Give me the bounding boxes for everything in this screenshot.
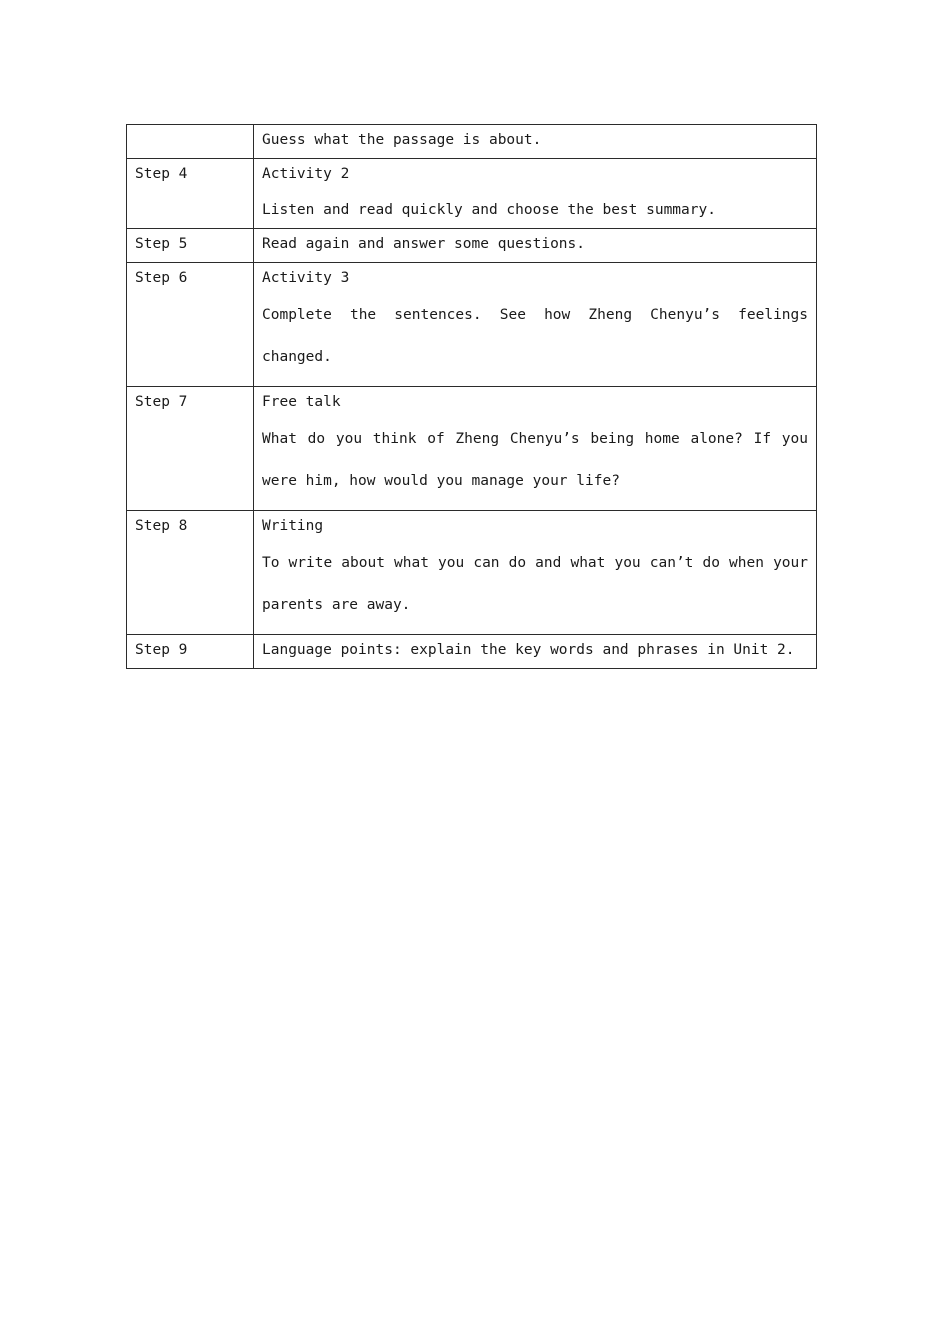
activity-title: Activity 3	[262, 270, 350, 286]
activity-cell	[254, 263, 817, 387]
activity-text: What do you think of Zheng Chenyu’s being home alone? If you were him, how would you manage your life?	[262, 431, 808, 489]
table-row	[127, 263, 817, 387]
table-row	[127, 511, 817, 635]
step-cell	[127, 263, 254, 387]
activity-cell	[254, 511, 817, 635]
activity-cell	[254, 159, 817, 229]
activity-text: Listen and read quickly and choose the best summary.	[262, 202, 716, 218]
table-row	[127, 387, 817, 511]
lesson-steps-table	[126, 124, 817, 669]
table-row	[127, 229, 817, 263]
step-cell	[127, 229, 254, 263]
step-cell	[127, 125, 254, 159]
step-label: Step 4	[135, 166, 188, 182]
activity-cell	[254, 387, 817, 511]
step-label: Step 6	[135, 270, 188, 286]
activity-title: Activity 2	[262, 166, 350, 182]
step-cell	[127, 635, 254, 669]
step-label: Step 7	[135, 394, 188, 410]
step-cell	[127, 387, 254, 511]
step-cell	[127, 159, 254, 229]
activity-text: Language points: explain the key words and phrases in Unit 2.	[262, 642, 795, 658]
step-label: Step 5	[135, 236, 188, 252]
table-row	[127, 159, 817, 229]
activity-cell	[254, 125, 817, 159]
table-row	[127, 125, 817, 159]
step-cell	[127, 511, 254, 635]
step-label: Step 8	[135, 518, 188, 534]
activity-title: Writing	[262, 518, 324, 534]
activity-cell	[254, 229, 817, 263]
step-label: Step 9	[135, 642, 188, 658]
activity-text: Guess what the passage is about.	[262, 132, 542, 148]
activity-title: Free talk	[262, 394, 341, 410]
activity-text: Read again and answer some questions.	[262, 236, 586, 252]
table-row	[127, 635, 817, 669]
activity-text: Complete the sentences. See how Zheng Chenyu’s feelings changed.	[262, 307, 808, 365]
activity-text: To write about what you can do and what you can’t do when your parents are away.	[262, 555, 808, 613]
activity-cell	[254, 635, 817, 669]
